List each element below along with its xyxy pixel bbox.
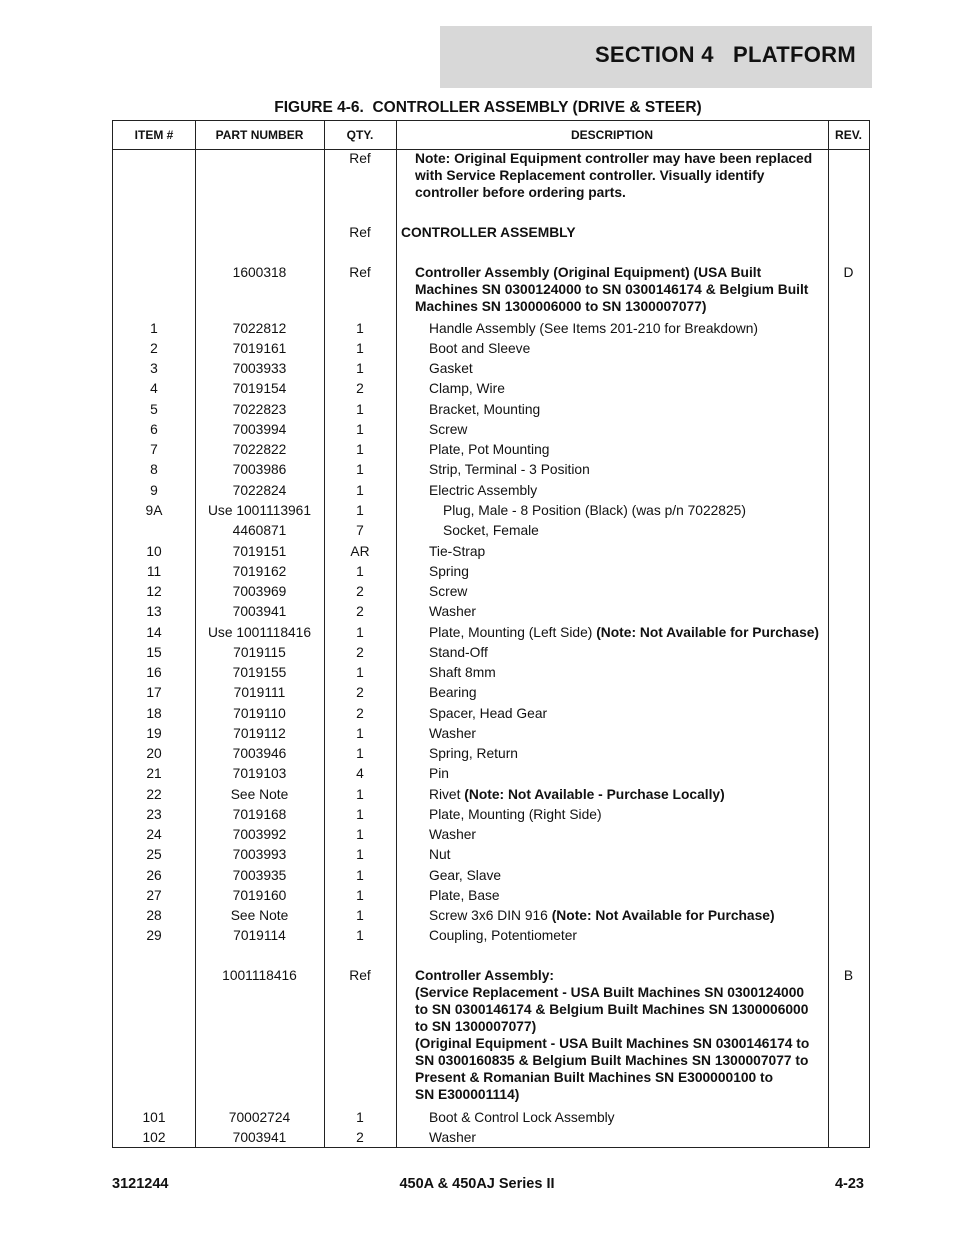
item-number: 21 [146,766,162,781]
description [396,522,875,539]
item-number: 23 [146,807,162,822]
description-text: Shaft 8mm [429,665,496,680]
figure-title: FIGURE 4-6. CONTROLLER ASSEMBLY (DRIVE & STEER) [274,99,702,116]
description [396,745,861,762]
part-number: 7019151 [232,544,287,559]
part-number: 7019154 [232,381,287,396]
quantity: 1 [356,564,364,579]
description [396,563,861,580]
item-number: 11 [146,564,162,579]
item-number: 8 [150,462,158,477]
description [396,684,861,701]
quantity: 1 [356,807,364,822]
part-number: 7019161 [232,341,287,356]
part-number: 7003946 [232,746,287,761]
description [396,725,861,742]
description-text: Washer [429,1130,477,1145]
part-number: 7019112 [233,726,286,741]
description-text: CONTROLLER ASSEMBLY [401,225,576,240]
item-number: 9A [145,503,163,518]
description [396,502,875,519]
description-text: Note: Original Equipment controller may have been replaced with Service Replacement controller. Visually identify controller before ordering parts. [415,151,813,200]
quantity: 1 [356,341,364,356]
description [396,482,861,499]
description-text: Handle Assembly (See Items 201-210 for Breakdown) [429,321,758,336]
description-text: Rivet [429,787,465,802]
item-number: 9 [150,483,158,498]
quantity: 1 [356,483,364,498]
part-number: 7019103 [232,766,287,781]
item-number: 102 [142,1130,166,1145]
description [396,380,861,397]
part-number: 70002724 [228,1110,291,1125]
header-rev: REV. [835,128,862,142]
part-number: 7019162 [232,564,287,579]
revision: D [843,265,854,280]
description-text: Gasket [429,361,473,376]
part-number: 7019155 [232,665,287,680]
description-text: Screw 3x6 DIN 916 [429,908,552,923]
description [396,543,861,560]
item-number: 1 [150,321,158,336]
description [396,967,847,1103]
part-number: See Note [230,908,289,923]
description [396,765,861,782]
quantity: 1 [356,462,364,477]
quantity: 1 [356,847,364,862]
description-text: Washer [429,604,477,619]
description-text: Screw [429,584,468,599]
description-note: (Note: Not Available - Purchase Locally) [464,787,725,802]
description [396,264,847,315]
part-number: 7003941 [232,1130,287,1145]
item-number: 10 [146,544,162,559]
quantity: 2 [356,645,364,660]
description [396,441,861,458]
quantity: 7 [356,523,364,538]
part-number: 7019168 [232,807,287,822]
item-number: 27 [146,888,162,903]
quantity: 1 [356,868,364,883]
item-number: 26 [146,868,162,883]
description [396,603,861,620]
part-number: 7003993 [232,847,287,862]
item-number: 5 [150,402,158,417]
description-text: Spring [429,564,469,579]
description [396,826,861,843]
description-text: Controller Assembly (Original Equipment) (USA Built Machines SN 0300124000 to SN 0300146174 & Belgium Built Machines SN 1300006000 to SN 1300007077) [415,265,809,314]
description-text: Plate, Mounting (Right Side) [429,807,602,822]
description-text: Coupling, Potentiometer [429,928,578,943]
item-number: 18 [146,706,162,721]
part-number: 7019160 [232,888,287,903]
description [396,786,861,803]
description [396,806,861,823]
header-qty: QTY. [346,128,374,142]
quantity: Ref [349,151,371,166]
description-text: Boot & Control Lock Assembly [429,1110,615,1125]
part-number: 7019115 [233,645,286,660]
part-number: 1001118416 [222,968,297,983]
part-number: 7003992 [232,827,287,842]
quantity: 1 [356,908,364,923]
item-number: 25 [146,847,162,862]
part-number: 7022822 [232,442,287,457]
quantity: 1 [356,726,364,741]
footer-doc-number: 3121244 [112,1176,169,1192]
part-number: 7003994 [232,422,287,437]
item-number: 28 [146,908,162,923]
description-text: Stand-Off [429,645,488,660]
description [396,461,861,478]
item-number: 3 [150,361,158,376]
quantity: 1 [356,321,364,336]
part-number: 7003935 [232,868,287,883]
part-number: 7022824 [232,483,287,498]
description-text: Plug, Male - 8 Position (Black) (was p/n 7022825) [443,503,746,518]
description-text: Socket, Female [443,523,539,538]
item-number: 24 [146,827,162,842]
item-number: 20 [146,746,162,761]
description-text: Bearing [429,685,477,700]
item-number: 19 [146,726,162,741]
description [396,360,861,377]
quantity: 1 [356,827,364,842]
part-number: 1600318 [232,265,287,280]
description [396,340,861,357]
section-banner [440,26,872,88]
description [396,401,861,418]
quantity: 1 [356,665,364,680]
description-text: Screw [429,422,468,437]
quantity: Ref [349,225,371,240]
description [396,907,861,924]
part-number: See Note [230,787,289,802]
quantity: 1 [356,1110,364,1125]
header-item: ITEM # [134,128,174,142]
description [396,1129,861,1146]
description-text: Controller Assembly: (Service Replacement - USA Built Machines SN 0300124000 to SN 0300146174 & Belgium Built Machines SN 1300006000 to SN 1300007077) (Original Equipment - USA Built Machines SN 0300146174 to SN 0300160835 & Belgium Built Machines SN 1300007077 to Present & Romanian Built Machines SN E300000100 to SN E300001114) [415,968,810,1102]
item-number: 7 [150,442,158,457]
description [396,644,861,661]
part-number: 7019111 [233,685,286,700]
description-text: Washer [429,726,477,741]
quantity: 2 [356,706,364,721]
quantity: 2 [356,685,364,700]
quantity: 2 [356,1130,364,1145]
description-text: Clamp, Wire [429,381,505,396]
description-text: Electric Assembly [429,483,538,498]
quantity: 1 [356,888,364,903]
item-number: 22 [146,787,162,802]
item-number: 12 [146,584,162,599]
description [396,1109,861,1126]
item-number: 101 [142,1110,166,1125]
part-number: 7019110 [233,706,286,721]
item-number: 6 [150,422,158,437]
section-title: SECTION 4 PLATFORM [594,42,856,67]
quantity: 1 [356,746,364,761]
part-number: 7003933 [232,361,287,376]
description-text: Strip, Terminal - 3 Position [429,462,590,477]
description [396,867,861,884]
quantity: 1 [356,625,364,640]
quantity: 1 [356,787,364,802]
part-number: 7022812 [232,321,287,336]
revision: B [843,968,854,983]
quantity: 1 [356,361,364,376]
item-number: 14 [146,625,162,640]
item-number: 13 [146,604,162,619]
part-number: Use 1001113961 [207,503,312,518]
quantity: 1 [356,442,364,457]
part-number: 7003986 [232,462,287,477]
part-number: 7022823 [232,402,287,417]
description-note: (Note: Not Available for Purchase) [551,908,775,923]
part-number: 7019114 [233,928,286,943]
header-part-number: PART NUMBER [215,128,304,142]
quantity: 2 [356,584,364,599]
quantity: 1 [356,928,364,943]
description-text: Tie-Strap [429,544,486,559]
header-description: DESCRIPTION [570,128,653,142]
description [396,846,861,863]
description [396,887,861,904]
description-text: Gear, Slave [429,868,502,883]
footer-page-number: 4-23 [834,1176,864,1192]
item-number: 16 [146,665,162,680]
part-number: 7003969 [232,584,287,599]
description [396,624,861,641]
description-text: Bracket, Mounting [429,402,541,417]
description [396,927,861,944]
quantity: Ref [349,265,371,280]
quantity: 2 [356,604,364,619]
parts-table [112,120,870,1148]
description [396,150,847,201]
description-note: (Note: Not Available for Purchase) [596,625,820,640]
quantity: 1 [356,402,364,417]
description [396,583,861,600]
description-text: Boot and Sleeve [429,341,531,356]
footer-model: 450A & 450AJ Series II [399,1176,555,1192]
item-number: 29 [146,928,162,943]
description-text: Spacer, Head Gear [429,706,548,721]
description [396,705,861,722]
description [396,664,861,681]
description [396,224,833,241]
item-number: 4 [150,381,158,396]
quantity: Ref [349,968,371,983]
item-number: 15 [146,645,162,660]
part-number: Use 1001118416 [207,625,312,640]
description-text: Pin [429,766,449,781]
description-text: Spring, Return [429,746,518,761]
description-text: Nut [429,847,451,862]
quantity: 1 [356,503,364,518]
part-number: 4460871 [232,523,287,538]
quantity: 1 [356,422,364,437]
part-number: 7003941 [232,604,287,619]
item-number: 17 [146,685,162,700]
quantity: 2 [356,381,364,396]
item-number: 2 [150,341,158,356]
description-text: Plate, Pot Mounting [429,442,550,457]
quantity: 4 [356,766,364,781]
quantity: AR [350,544,370,559]
description-text: Plate, Mounting (Left Side) [429,625,597,640]
description [396,421,861,438]
description [396,320,861,337]
description-text: Plate, Base [429,888,500,903]
description-text: Washer [429,827,477,842]
